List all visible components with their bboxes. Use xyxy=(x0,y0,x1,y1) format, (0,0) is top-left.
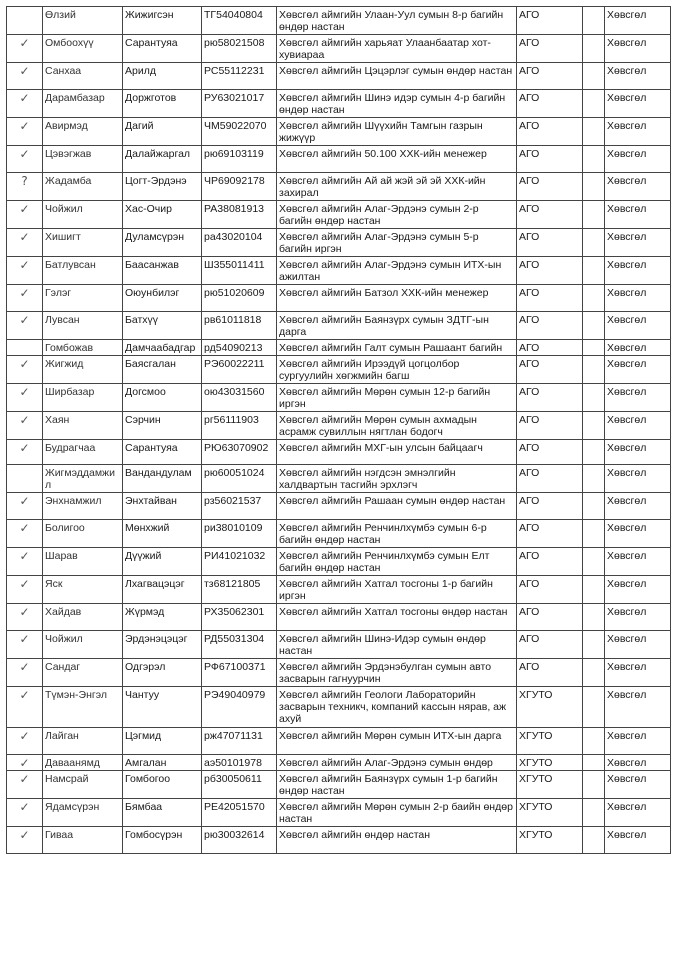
description-cell: Хөвсгөл аймгийн Мөрөн сумын 2-р баийн өндөр настан xyxy=(277,799,517,827)
given-name-cell: Яск xyxy=(43,576,123,604)
given-name-cell: Санхаа xyxy=(43,63,123,90)
surname-cell: Цогт-Эрдэнэ xyxy=(123,173,202,201)
organization-cell: АГО xyxy=(517,35,583,63)
empty-cell xyxy=(583,384,605,412)
organization-cell: АГО xyxy=(517,631,583,659)
description-cell: Хөвсгөл аймгийн Ай ай жэй эй эй ХХК-ийн захирал xyxy=(277,173,517,201)
surname-cell: Баасанжав xyxy=(123,257,202,285)
table-row xyxy=(7,257,671,285)
registry-number-cell: рб30050611 xyxy=(202,771,277,799)
given-name-cell: Энхнамжил xyxy=(43,493,123,520)
given-name-cell: Хаян xyxy=(43,412,123,440)
given-name-cell: Түмэн-Энгэл xyxy=(43,687,123,728)
organization-cell: АГО xyxy=(517,257,583,285)
surname-cell: Доржготов xyxy=(123,90,202,118)
empty-cell xyxy=(583,63,605,90)
empty-cell xyxy=(583,285,605,312)
registry-number-cell: рж47071131 xyxy=(202,728,277,755)
given-name-cell: Лувсан xyxy=(43,312,123,340)
province-cell: Хөвсгөл xyxy=(605,412,671,440)
registry-number-cell: РС55112231 xyxy=(202,63,277,90)
empty-cell xyxy=(583,799,605,827)
organization-cell: ХГУТО xyxy=(517,687,583,728)
given-name-cell: Намсрай xyxy=(43,771,123,799)
surname-cell: Дагий xyxy=(123,118,202,146)
province-cell: Хөвсгөл xyxy=(605,340,671,356)
description-cell: Хөвсгөл аймгийн Улаан-Уул сумын 8-р багийн өндөр настан xyxy=(277,7,517,35)
check-mark: ✓ xyxy=(7,285,43,312)
description-cell: Хөвсгөл аймгийн Мөрөн сумын ахмадын асрамж сувиллын нягтлан бодогч xyxy=(277,412,517,440)
empty-cell xyxy=(583,576,605,604)
description-cell: Хөвсгөл аймгийн Алаг-Эрдэнэ сумын ИТХ-ын ажилтан xyxy=(277,257,517,285)
given-name-cell: Батлувсан xyxy=(43,257,123,285)
description-cell: Хөвсгөл аймгийн Хатгал тосгоны өндөр настан xyxy=(277,604,517,631)
check-mark: ✓ xyxy=(7,118,43,146)
registry-number-cell: РУ63021017 xyxy=(202,90,277,118)
province-cell: Хөвсгөл xyxy=(605,146,671,173)
registry-number-cell: рг56111903 xyxy=(202,412,277,440)
surname-cell: Жүрмэд xyxy=(123,604,202,631)
table-row xyxy=(7,728,671,755)
empty-cell xyxy=(583,229,605,257)
given-name-cell: Хайдав xyxy=(43,604,123,631)
empty-cell xyxy=(583,728,605,755)
description-cell: Хөвсгөл аймгийн Ренчинлхүмбэ сумын Елт багийн өндөр настан xyxy=(277,548,517,576)
organization-cell: АГО xyxy=(517,576,583,604)
given-name-cell: Шарав xyxy=(43,548,123,576)
check-mark: ✓ xyxy=(7,728,43,755)
organization-cell: АГО xyxy=(517,465,583,493)
check-mark: ✓ xyxy=(7,146,43,173)
description-cell: Хөвсгөл аймгийн Алаг-Эрдэнэ сумын 5-р багийн иргэн xyxy=(277,229,517,257)
description-cell: Хөвсгөл аймгийн МХГ-ын улсын байцаагч xyxy=(277,440,517,465)
table-row xyxy=(7,412,671,440)
description-cell: Хөвсгөл аймгийн нэгдсэн эмнэлгийн халдвартын тасгийн эрхлэгч xyxy=(277,465,517,493)
description-cell: Хөвсгөл аймгийн Галт сумын Рашаант багийн xyxy=(277,340,517,356)
description-cell: Хөвсгөл аймгийн Мөрөн сумын ИТХ-ын дарга xyxy=(277,728,517,755)
table-row xyxy=(7,440,671,465)
given-name-cell: Жигмэддамжил xyxy=(43,465,123,493)
check-mark: ✓ xyxy=(7,576,43,604)
given-name-cell: Болигоо xyxy=(43,520,123,548)
surname-cell: Одгэрэл xyxy=(123,659,202,687)
description-cell: Хөвсгөл аймгийн Ренчинлхүмбэ сумын 6-р багийн өндөр настан xyxy=(277,520,517,548)
check-mark: ✓ xyxy=(7,356,43,384)
province-cell: Хөвсгөл xyxy=(605,659,671,687)
check-mark: ✓ xyxy=(7,799,43,827)
empty-cell xyxy=(583,659,605,687)
table-row xyxy=(7,631,671,659)
organization-cell: АГО xyxy=(517,63,583,90)
registry-number-cell: РФ67100371 xyxy=(202,659,277,687)
organization-cell: АГО xyxy=(517,312,583,340)
organization-cell: АГО xyxy=(517,384,583,412)
check-mark: ✓ xyxy=(7,229,43,257)
registry-number-cell: РЭ60022211 xyxy=(202,356,277,384)
registry-number-cell: рв61011818 xyxy=(202,312,277,340)
province-cell: Хөвсгөл xyxy=(605,229,671,257)
registry-number-cell: рю69103119 xyxy=(202,146,277,173)
province-cell: Хөвсгөл xyxy=(605,799,671,827)
check-mark: ✓ xyxy=(7,412,43,440)
surname-cell: Баясгалан xyxy=(123,356,202,384)
check-mark: ✓ xyxy=(7,312,43,340)
description-cell: Хөвсгөл аймгийн Баянзүрх сумын 1-р багийн өндөр настан xyxy=(277,771,517,799)
province-cell: Хөвсгөл xyxy=(605,631,671,659)
check-mark: ✓ xyxy=(7,755,43,771)
empty-cell xyxy=(583,827,605,854)
registry-number-cell: РА38081913 xyxy=(202,201,277,229)
table-row xyxy=(7,285,671,312)
empty-cell xyxy=(583,631,605,659)
province-cell: Хөвсгөл xyxy=(605,827,671,854)
empty-cell xyxy=(583,755,605,771)
given-name-cell: Жадамба xyxy=(43,173,123,201)
table-body xyxy=(7,7,671,854)
empty-cell xyxy=(583,146,605,173)
description-cell: Хөвсгөл аймгийн Хатгал тосгоны 1-р багийн иргэн xyxy=(277,576,517,604)
description-cell: Хөвсгөл аймгийн өндөр настан xyxy=(277,827,517,854)
table-row xyxy=(7,520,671,548)
table-row xyxy=(7,493,671,520)
table-row xyxy=(7,687,671,728)
surname-cell: Вандандулам xyxy=(123,465,202,493)
province-cell: Хөвсгөл xyxy=(605,493,671,520)
given-name-cell: Жигжид xyxy=(43,356,123,384)
description-cell: Хөвсгөл аймгийн Баянзүрх сумын ЗДТГ-ын дарга xyxy=(277,312,517,340)
province-cell: Хөвсгөл xyxy=(605,356,671,384)
organization-cell: АГО xyxy=(517,201,583,229)
empty-cell xyxy=(583,412,605,440)
surname-cell: Бямбаа xyxy=(123,799,202,827)
empty-cell xyxy=(583,520,605,548)
table-row xyxy=(7,755,671,771)
province-cell: Хөвсгөл xyxy=(605,576,671,604)
surname-cell: Дүүжий xyxy=(123,548,202,576)
table-row xyxy=(7,465,671,493)
province-cell: Хөвсгөл xyxy=(605,520,671,548)
province-cell: Хөвсгөл xyxy=(605,90,671,118)
check-mark: ✓ xyxy=(7,520,43,548)
check-mark: ✓ xyxy=(7,493,43,520)
organization-cell: АГО xyxy=(517,604,583,631)
empty-cell xyxy=(583,118,605,146)
table-row xyxy=(7,201,671,229)
check-mark: ✓ xyxy=(7,604,43,631)
description-cell: Хөвсгөл аймгийн Шүүхийн Тамгын газрын жижүүр xyxy=(277,118,517,146)
registry-number-cell: рз56021537 xyxy=(202,493,277,520)
given-name-cell: Чойжил xyxy=(43,201,123,229)
empty-cell xyxy=(583,604,605,631)
check-mark: ✓ xyxy=(7,771,43,799)
empty-cell xyxy=(583,201,605,229)
surname-cell: Оюунбилэг xyxy=(123,285,202,312)
registry-number-cell: ою43031560 xyxy=(202,384,277,412)
empty-cell xyxy=(583,340,605,356)
check-mark: ? xyxy=(7,173,43,201)
empty-cell xyxy=(583,173,605,201)
registry-number-cell: рю30032614 xyxy=(202,827,277,854)
surname-cell: Дуламсүрэн xyxy=(123,229,202,257)
table-row xyxy=(7,771,671,799)
province-cell: Хөвсгөл xyxy=(605,312,671,340)
organization-cell: ХГУТО xyxy=(517,755,583,771)
province-cell: Хөвсгөл xyxy=(605,384,671,412)
organization-cell: АГО xyxy=(517,659,583,687)
table-row xyxy=(7,604,671,631)
province-cell: Хөвсгөл xyxy=(605,63,671,90)
surname-cell: Эрдэнэцэцэг xyxy=(123,631,202,659)
registry-number-cell: ри38010109 xyxy=(202,520,277,548)
province-cell: Хөвсгөл xyxy=(605,201,671,229)
registry-number-cell: РЭ49040979 xyxy=(202,687,277,728)
given-name-cell: Ядамсүрэн xyxy=(43,799,123,827)
table-row xyxy=(7,118,671,146)
organization-cell: АГО xyxy=(517,285,583,312)
empty-cell xyxy=(583,257,605,285)
given-name-cell: Гиваа xyxy=(43,827,123,854)
surname-cell: Чантуу xyxy=(123,687,202,728)
organization-cell: АГО xyxy=(517,229,583,257)
empty-cell xyxy=(583,687,605,728)
province-cell: Хөвсгөл xyxy=(605,257,671,285)
organization-cell: АГО xyxy=(517,146,583,173)
table-row xyxy=(7,229,671,257)
check-mark xyxy=(7,465,43,493)
table-row xyxy=(7,312,671,340)
check-mark xyxy=(7,340,43,356)
surname-cell: Мөнхжий xyxy=(123,520,202,548)
province-cell: Хөвсгөл xyxy=(605,440,671,465)
province-cell: Хөвсгөл xyxy=(605,285,671,312)
description-cell: Хөвсгөл аймгийн Эрдэнэбулган сумын авто засварын гагнуурчин xyxy=(277,659,517,687)
province-cell: Хөвсгөл xyxy=(605,173,671,201)
table-row xyxy=(7,356,671,384)
table-row xyxy=(7,35,671,63)
table-row xyxy=(7,146,671,173)
surname-cell: Жижигсэн xyxy=(123,7,202,35)
given-name-cell: Даваанямд xyxy=(43,755,123,771)
surname-cell: Сэрчин xyxy=(123,412,202,440)
empty-cell xyxy=(583,493,605,520)
given-name-cell: Сандаг xyxy=(43,659,123,687)
organization-cell: АГО xyxy=(517,173,583,201)
organization-cell: АГО xyxy=(517,7,583,35)
description-cell: Хөвсгөл аймгийн харьяат Улаанбаатар хот-хувиараа xyxy=(277,35,517,63)
registry-number-cell: РД55031304 xyxy=(202,631,277,659)
surname-cell: Гомбосүрэн xyxy=(123,827,202,854)
province-cell: Хөвсгөл xyxy=(605,604,671,631)
registry-number-cell: рю51020609 xyxy=(202,285,277,312)
province-cell: Хөвсгөл xyxy=(605,465,671,493)
empty-cell xyxy=(583,771,605,799)
check-mark: ✓ xyxy=(7,687,43,728)
registry-number-cell: Ш355011411 xyxy=(202,257,277,285)
registry-number-cell: ТГ54040804 xyxy=(202,7,277,35)
check-mark: ✓ xyxy=(7,827,43,854)
given-name-cell: Чойжил xyxy=(43,631,123,659)
check-mark: ✓ xyxy=(7,257,43,285)
description-cell: Хөвсгөл аймгийн Шинэ идэр сумын 4-р багийн өндөр настан xyxy=(277,90,517,118)
registry-number-cell: РИ41021032 xyxy=(202,548,277,576)
check-mark xyxy=(7,7,43,35)
organization-cell: АГО xyxy=(517,493,583,520)
organization-cell: ХГУТО xyxy=(517,799,583,827)
table-row xyxy=(7,7,671,35)
table-row xyxy=(7,340,671,356)
description-cell: Хөвсгөл аймгийн Мөрөн сумын 12-р багийн иргэн xyxy=(277,384,517,412)
organization-cell: АГО xyxy=(517,118,583,146)
empty-cell xyxy=(583,35,605,63)
description-cell: Хөвсгөл аймгийн Алаг-Эрдэнэ сумын 2-р багийн өндөр настан xyxy=(277,201,517,229)
province-cell: Хөвсгөл xyxy=(605,548,671,576)
surname-cell: Арилд xyxy=(123,63,202,90)
empty-cell xyxy=(583,440,605,465)
check-mark: ✓ xyxy=(7,659,43,687)
given-name-cell: Дарамбазар xyxy=(43,90,123,118)
surname-cell: Сарантуяа xyxy=(123,440,202,465)
table-row xyxy=(7,576,671,604)
registry-number-cell: РХ35062301 xyxy=(202,604,277,631)
province-cell: Хөвсгөл xyxy=(605,118,671,146)
description-cell: Хөвсгөл аймгийн Алаг-Эрдэнэ сумын өндөр xyxy=(277,755,517,771)
registry-number-cell: ЧР69092178 xyxy=(202,173,277,201)
candidate-table xyxy=(6,6,671,854)
given-name-cell: Хишигт xyxy=(43,229,123,257)
organization-cell: АГО xyxy=(517,440,583,465)
table-row xyxy=(7,90,671,118)
table-row xyxy=(7,384,671,412)
empty-cell xyxy=(583,7,605,35)
check-mark: ✓ xyxy=(7,440,43,465)
surname-cell: Лхагвацэцэг xyxy=(123,576,202,604)
table-row xyxy=(7,659,671,687)
description-cell: Хөвсгөл аймгийн Цэцэрлэг сумын өндөр настан xyxy=(277,63,517,90)
description-cell: Хөвсгөл аймгийн 50.100 ХХК-ийн менежер xyxy=(277,146,517,173)
registry-number-cell: рю60051024 xyxy=(202,465,277,493)
surname-cell: Дамчаабадгар xyxy=(123,340,202,356)
description-cell: Хөвсгөл аймгийн Шинэ-Идэр сумын өндөр настан xyxy=(277,631,517,659)
registry-number-cell: РЕ42051570 xyxy=(202,799,277,827)
registry-number-cell: рю58021508 xyxy=(202,35,277,63)
registry-number-cell: ра43020104 xyxy=(202,229,277,257)
organization-cell: АГО xyxy=(517,520,583,548)
given-name-cell: Лайган xyxy=(43,728,123,755)
organization-cell: ХГУТО xyxy=(517,771,583,799)
description-cell: Хөвсгөл аймгийн Геологи Лабораторийн засварын техникч, компаний кассын нярав, аж ахуй xyxy=(277,687,517,728)
registry-number-cell: РЮ63070902 xyxy=(202,440,277,465)
table-row xyxy=(7,827,671,854)
organization-cell: ХГУТО xyxy=(517,827,583,854)
table-row xyxy=(7,173,671,201)
province-cell: Хөвсгөл xyxy=(605,35,671,63)
empty-cell xyxy=(583,548,605,576)
organization-cell: АГО xyxy=(517,340,583,356)
description-cell: Хөвсгөл аймгийн Рашаан сумын өндөр настан xyxy=(277,493,517,520)
registry-number-cell: тз68121805 xyxy=(202,576,277,604)
table-row xyxy=(7,799,671,827)
given-name-cell: Ширбазар xyxy=(43,384,123,412)
check-mark: ✓ xyxy=(7,548,43,576)
organization-cell: АГО xyxy=(517,356,583,384)
empty-cell xyxy=(583,465,605,493)
registry-number-cell: рд54090213 xyxy=(202,340,277,356)
surname-cell: Догсмоо xyxy=(123,384,202,412)
empty-cell xyxy=(583,312,605,340)
given-name-cell: Цэвэгжав xyxy=(43,146,123,173)
province-cell: Хөвсгөл xyxy=(605,687,671,728)
given-name-cell: Будрагчаа xyxy=(43,440,123,465)
organization-cell: ХГУТО xyxy=(517,728,583,755)
given-name-cell: Өлзий xyxy=(43,7,123,35)
organization-cell: АГО xyxy=(517,548,583,576)
province-cell: Хөвсгөл xyxy=(605,7,671,35)
surname-cell: Далайжаргал xyxy=(123,146,202,173)
empty-cell xyxy=(583,90,605,118)
check-mark: ✓ xyxy=(7,90,43,118)
registry-number-cell: аэ50101978 xyxy=(202,755,277,771)
given-name-cell: Авирмэд xyxy=(43,118,123,146)
check-mark: ✓ xyxy=(7,384,43,412)
description-cell: Хөвсгөл аймгийн Ирээдүй цогцолбор сургуулийн хөгжмийн багш xyxy=(277,356,517,384)
surname-cell: Батхүү xyxy=(123,312,202,340)
surname-cell: Энхтайван xyxy=(123,493,202,520)
description-cell: Хөвсгөл аймгийн Батзол ХХК-ийн менежер xyxy=(277,285,517,312)
surname-cell: Цэгмид xyxy=(123,728,202,755)
check-mark: ✓ xyxy=(7,631,43,659)
given-name-cell: Гэлэг xyxy=(43,285,123,312)
surname-cell: Хас-Очир xyxy=(123,201,202,229)
check-mark: ✓ xyxy=(7,35,43,63)
surname-cell: Амгалан xyxy=(123,755,202,771)
table-row xyxy=(7,63,671,90)
surname-cell: Гомбогоо xyxy=(123,771,202,799)
surname-cell: Сарантуяа xyxy=(123,35,202,63)
table-row xyxy=(7,548,671,576)
given-name-cell: Гомбожав xyxy=(43,340,123,356)
organization-cell: АГО xyxy=(517,412,583,440)
organization-cell: АГО xyxy=(517,90,583,118)
check-mark: ✓ xyxy=(7,201,43,229)
province-cell: Хөвсгөл xyxy=(605,755,671,771)
check-mark: ✓ xyxy=(7,63,43,90)
empty-cell xyxy=(583,356,605,384)
province-cell: Хөвсгөл xyxy=(605,728,671,755)
registry-number-cell: ЧМ59022070 xyxy=(202,118,277,146)
province-cell: Хөвсгөл xyxy=(605,771,671,799)
given-name-cell: Омбоохүү xyxy=(43,35,123,63)
